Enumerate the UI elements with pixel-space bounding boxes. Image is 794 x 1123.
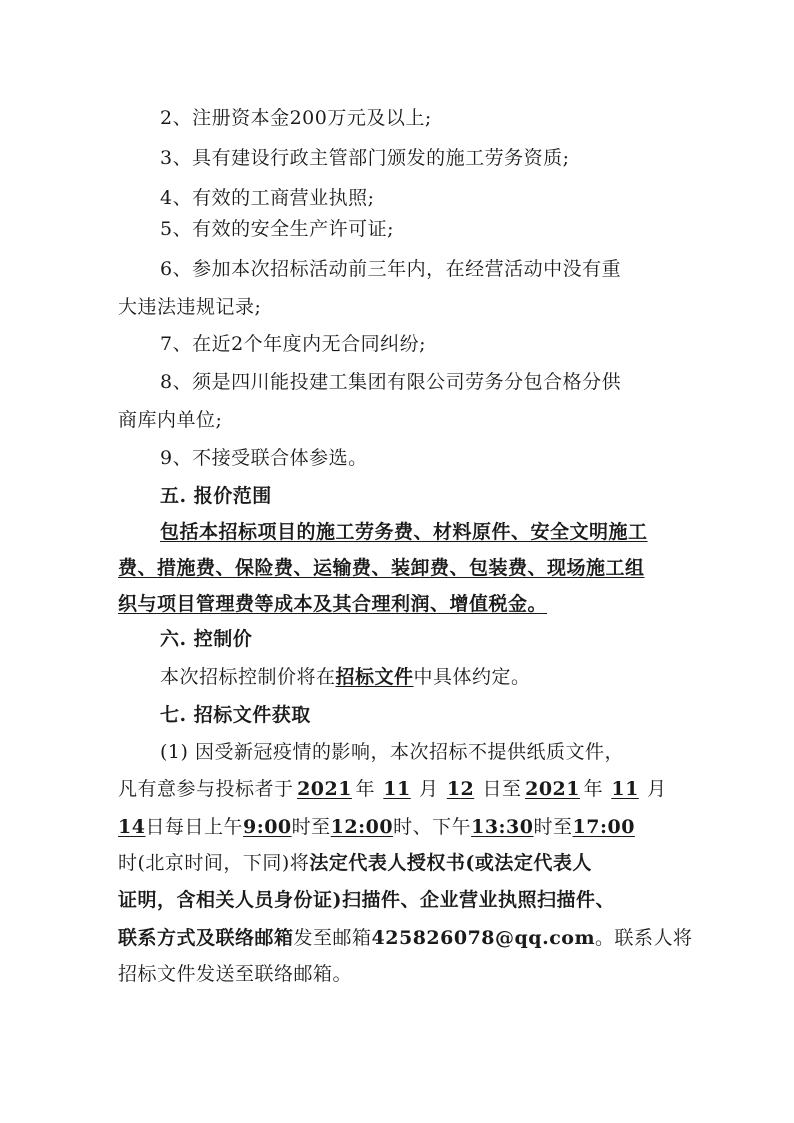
month-label: 月	[419, 778, 439, 800]
item-6-line-2: 大违法违规记录;	[118, 296, 262, 318]
section-7-line-4	[118, 848, 678, 878]
to-label-2: 时至	[533, 816, 573, 838]
end-year: 2021	[525, 778, 580, 800]
item-8-line-2: 商库内单位;	[118, 409, 223, 431]
section-7-line-3	[118, 812, 678, 842]
line-3-b: 时、下午	[393, 816, 472, 838]
start-day: 12	[446, 778, 475, 800]
am-start-time: 9:00	[242, 816, 292, 838]
item-8-line-1: 8、须是四川能投建工集团有限公司劳务分包合格分供	[160, 371, 622, 393]
line-3-a: 日每日上午	[145, 816, 243, 838]
day-to-label: 日至	[482, 778, 522, 800]
item-9: 9、不接受联合体参选。	[160, 447, 368, 469]
section-6-heading: 六. 控制价	[160, 628, 253, 650]
section-7-line-6	[118, 923, 693, 953]
end-day: 14	[118, 816, 146, 838]
section-5-line-2: 费、措施费、保险费、运输费、装卸费、包装费、现场施工组	[118, 557, 645, 579]
year-label-2: 年	[583, 778, 604, 800]
contact-info-label: 联系方式及联络邮箱	[118, 927, 294, 949]
item-4: 4、有效的工商营业执照;	[160, 187, 375, 209]
am-end-time: 12:00	[330, 816, 394, 838]
month-label-2: 月	[647, 778, 667, 800]
start-year: 2021	[297, 778, 352, 800]
item-3: 3、具有建设行政主管部门颁发的施工劳务资质;	[160, 147, 570, 169]
year-label: 年	[355, 778, 376, 800]
pm-start-time: 13:30	[471, 816, 534, 838]
line-4-b: 法定代表人授权书(或法定代表人	[309, 852, 592, 874]
end-month: 11	[611, 778, 639, 800]
item-2: 2、注册资本金200万元及以上;	[160, 107, 432, 129]
section-6-text-post: 中具体约定。	[413, 666, 531, 688]
section-7-line-7: 招标文件发送至联络邮箱。	[118, 963, 353, 985]
line-2-pre: 凡有意参与投标者于	[118, 778, 294, 800]
item-6-line-1: 6、参加本次招标活动前三年内，在经营活动中没有重	[160, 258, 622, 280]
item-7: 7、在近2个年度内无合同纠纷;	[160, 333, 427, 355]
section-7-heading: 七. 招标文件获取	[160, 704, 311, 726]
section-5-heading: 五. 报价范围	[160, 485, 272, 507]
section-7-line-1: (1) 因受新冠疫情的影响，本次招标不提供纸质文件，	[160, 741, 624, 763]
tender-document-ref: 招标文件	[335, 666, 414, 688]
pm-end-time: 17:00	[572, 816, 635, 838]
item-5: 5、有效的安全生产许可证;	[160, 218, 394, 240]
section-6-line	[160, 662, 678, 692]
line-4-a: 时(北京时间，下同)将	[118, 852, 310, 874]
section-5-line-3: 织与项目管理费等成本及其合理利润、增值税金。	[118, 593, 548, 615]
section-7-line-2	[118, 774, 678, 804]
to-label-1: 时至	[291, 816, 331, 838]
section-7-line-5: 证明，含相关人员身份证)扫描件、企业营业执照扫描件、	[118, 889, 615, 911]
start-month: 11	[383, 778, 411, 800]
section-5-line-1: 包括本招标项目的施工劳务费、材料原件、安全文明施工	[160, 521, 648, 543]
line-6-post: 。联系人将	[595, 927, 693, 949]
section-6-text-pre: 本次招标控制价将在	[160, 666, 336, 688]
line-6-mid: 发至邮箱	[293, 927, 372, 949]
email-address: 425826078@qq.com	[371, 927, 596, 949]
